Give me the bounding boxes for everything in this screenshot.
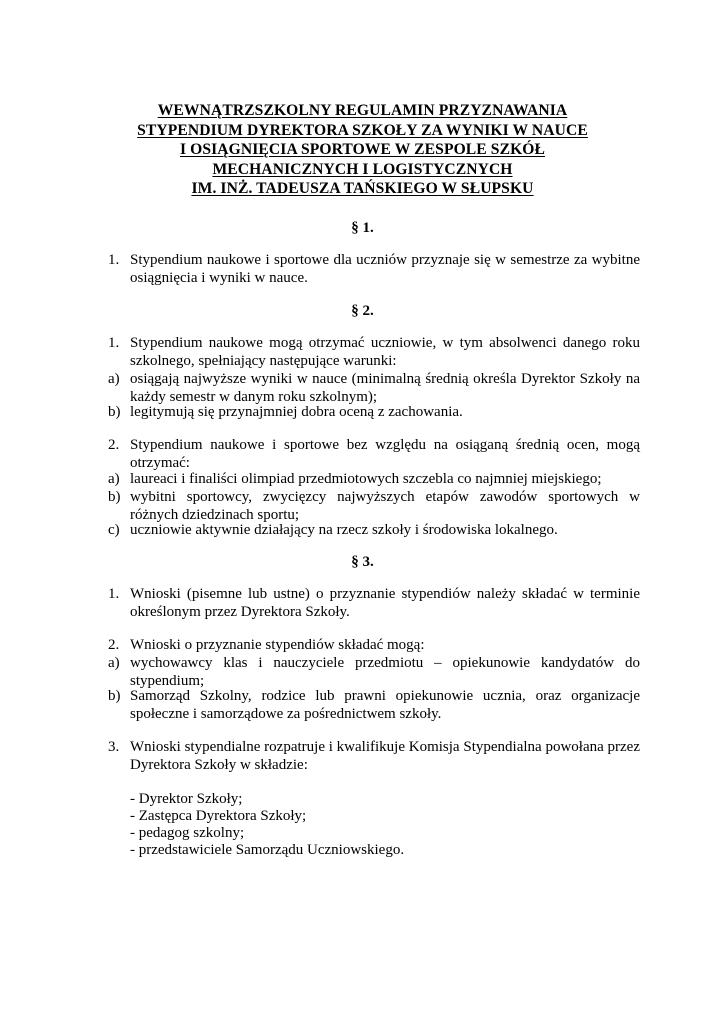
list-item-text: laureaci i finaliści olimpiad przedmiotowych szczebla co najmniej miejskiego; [130, 471, 602, 487]
paragraph-number: 2. [108, 437, 120, 453]
committee-member: - pedagog szkolny; [130, 825, 245, 841]
title-line: I OSIĄGNIĘCIA SPORTOWE W ZESPOLE SZKÓŁ [179, 141, 546, 158]
list-item [108, 470, 640, 488]
committee-member: - Zastępca Dyrektora Szkoły; [130, 808, 307, 824]
paragraph [108, 334, 640, 370]
title-line: MECHANICZNYCH I LOGISTYCZNYCH [212, 160, 513, 178]
paragraph-text: Wnioski (pisemne lub ustne) o przyznanie stypendiów należy składać w terminie określonym przez Dyrektora Szkoły. [130, 586, 640, 620]
paragraph-number: 1. [108, 335, 120, 351]
list-item [108, 488, 640, 524]
list-item [108, 370, 640, 406]
paragraph-text: Wnioski o przyznanie stypendiów składać mogą: [130, 637, 425, 653]
section-heading-1: § 1. [351, 220, 374, 236]
list-item-text: uczniowie aktywnie działający na rzecz szkoły i środowiska lokalnego. [130, 522, 558, 538]
section-heading-2: § 2. [351, 303, 374, 319]
list-item-text: legitymują się przynajmniej dobra oceną z zachowania. [130, 404, 463, 420]
list-item [108, 654, 640, 690]
list-item-marker: a) [108, 655, 120, 671]
list-item-text: osiągają najwyższe wyniki w nauce (minimalną średnią określa Dyrektor Szkoły na każdy semestr w danym roku szkolnym); [130, 371, 640, 405]
list-item [108, 521, 640, 539]
list-item-marker: b) [108, 489, 121, 505]
list-item-text: wychowawcy klas i nauczyciele przedmiotu – opiekunowie kandydatów do stypendium; [130, 655, 640, 689]
list-item-marker: a) [108, 471, 120, 487]
paragraph-text: Wnioski stypendialne rozpatruje i kwalifikuje Komisja Stypendialna powołana przez Dyrektora Szkoły w składzie: [130, 739, 640, 773]
paragraph-text: Stypendium naukowe mogą otrzymać uczniowie, w tym absolwenci danego roku szkolnego, spełniający następujące warunki: [130, 335, 640, 369]
paragraph-number: 3. [108, 739, 120, 755]
committee-member: - Dyrektor Szkoły; [130, 791, 243, 807]
paragraph [108, 636, 640, 654]
list-item-marker: a) [108, 371, 120, 387]
committee-member: - przedstawiciele Samorządu Uczniowskiego. [130, 842, 405, 858]
list-item [108, 687, 640, 723]
paragraph [108, 251, 640, 287]
paragraph-text: Stypendium naukowe i sportowe bez względu na osiąganą średnią ocen, mogą otrzymać: [130, 437, 640, 471]
paragraph-number: 1. [108, 586, 120, 602]
list-item [108, 403, 640, 421]
paragraph-text: Stypendium naukowe i sportowe dla uczniów przyznaje się w semestrze za wybitne osiągnięcia i wyniki w nauce. [130, 252, 640, 286]
list-item-marker: b) [108, 688, 121, 704]
title-line: IM. INŻ. TADEUSZA TAŃSKIEGO W SŁUPSKU [191, 180, 534, 197]
list-item-text: Samorząd Szkolny, rodzice lub prawni opiekunowie ucznia, oraz organizacje społeczne i samorządowe za pośrednictwem szkoły. [130, 688, 640, 722]
paragraph [108, 585, 640, 621]
title-line: STYPENDIUM DYREKTORA SZKOŁY ZA WYNIKI W NAUCE [137, 121, 588, 139]
title-line: WEWNĄTRZSZKOLNY REGULAMIN PRZYZNAWANIA [157, 102, 568, 119]
document-title [60, 101, 665, 199]
list-item-marker: c) [108, 522, 120, 538]
paragraph [108, 436, 640, 472]
section-heading-3: § 3. [351, 554, 374, 570]
list-item-marker: b) [108, 404, 121, 420]
paragraph-number: 2. [108, 637, 120, 653]
list-item-text: wybitni sportowcy, zwycięzcy najwyższych etapów zawodów sportowych w różnych dziedzinach sportu; [130, 489, 640, 523]
paragraph [108, 738, 640, 774]
paragraph-number: 1. [108, 252, 120, 268]
